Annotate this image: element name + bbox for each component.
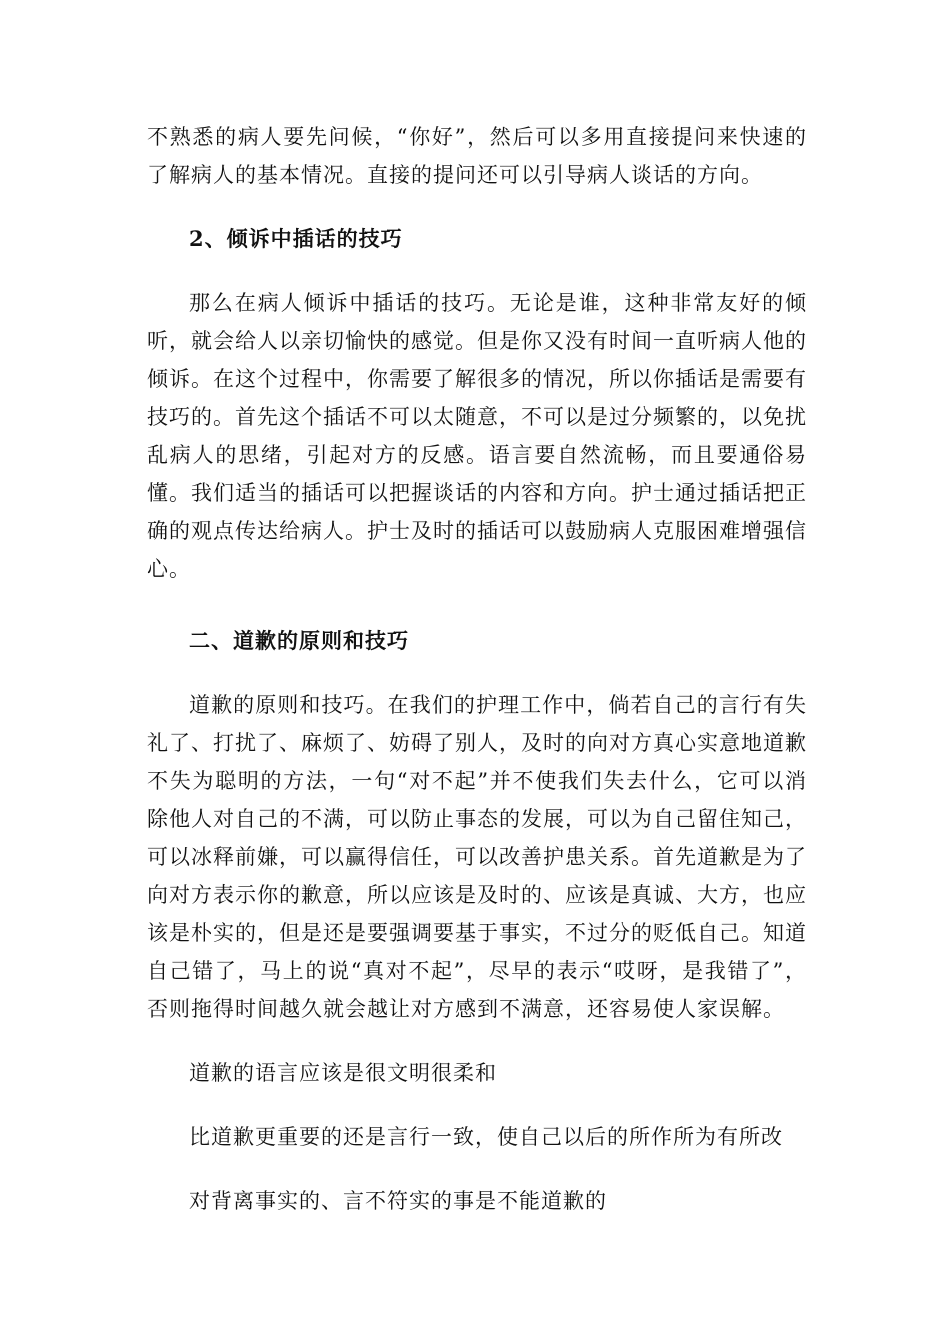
apology-paragraph: 道歉的原则和技巧。在我们的护理工作中，倘若自己的言行有失礼了、打扰了、麻烦了、妨碍了别人，及时的向对方真心实意地道歉不失为聪明的方法，一句“对不起”并不使我们失去什么，它可以消除他人对自己的不满，可以防止事态的发展，可以为自己留住知己，可以冰释前嫌，可以赢得信任，可以改善护患关系。首先道歉是为了向对方表示你的歉意，所以应该是及时的、应该是真诚、大方，也应该是朴实的，但是还是要强调要基于事实，不过分的贬低自己。知道自己错了，马上的说“真对不起”，尽早的表示“哎呀，是我错了”，否则拖得时间越久就会越让对方感到不满意，还容易使人家误解。 bbox=[147, 693, 807, 1021]
apology-point-3: 对背离事实的、言不符实的事是不能道歉的 bbox=[189, 1189, 607, 1213]
document-body bbox=[147, 118, 807, 1220]
section-heading-apology: 二、道歉的原则和技巧 bbox=[189, 628, 409, 653]
apology-point-1: 道歉的语言应该是很文明很柔和 bbox=[189, 1061, 497, 1085]
interjection-paragraph: 那么在病人倾诉中插话的技巧。无论是谁，这种非常友好的倾听，就会给人以亲切愉快的感觉。但是你又没有时间一直听病人他的倾诉。在这个过程中，你需要了解很多的情况，所以你插话是需要有技巧的。首先这个插话不可以太随意，不可以是过分频繁的，以免扰乱病人的思绪，引起对方的反感。语言要自然流畅，而且要通俗易懂。我们适当的插话可以把握谈话的内容和方向。护士通过插话把正确的观点传达给病人。护士及时的插话可以鼓励病人克服困难增强信心。 bbox=[147, 291, 807, 581]
section-heading-interjection: 2、倾诉中插话的技巧 bbox=[189, 226, 403, 251]
apology-point-2: 比道歉更重要的还是言行一致，使自己以后的所作所为有所改 bbox=[189, 1125, 783, 1149]
intro-paragraph: 不熟悉的病人要先问候，“你好”，然后可以多用直接提问来快速的了解病人的基本情况。直接的提问还可以引导病人谈话的方向。 bbox=[147, 125, 807, 187]
